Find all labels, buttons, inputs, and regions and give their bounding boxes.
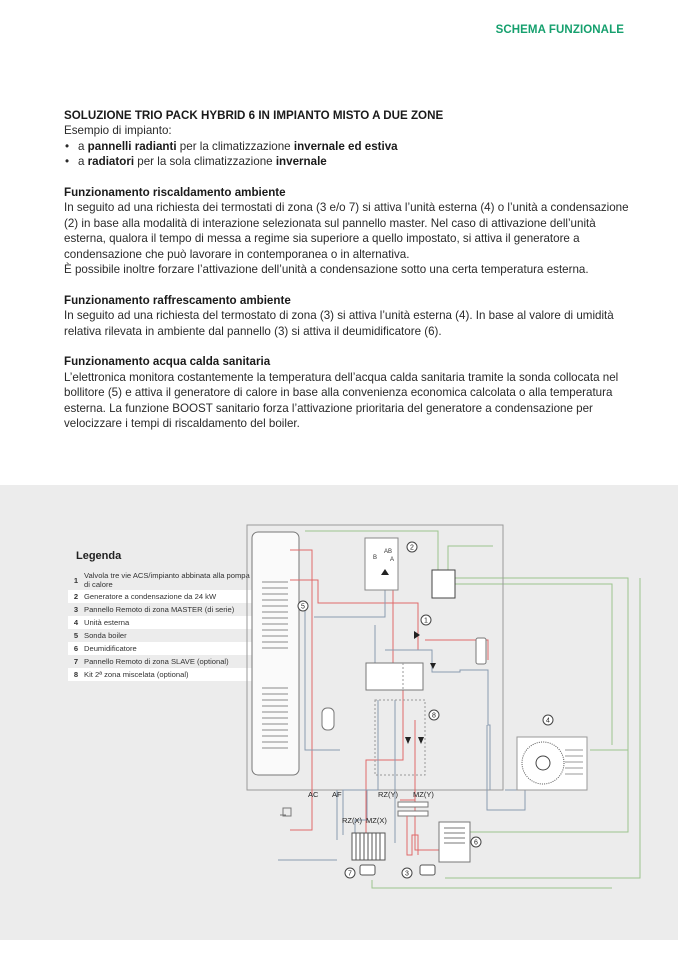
- bullet-item: • a pannelli radianti per la climatizzazione invernale ed estiva: [64, 139, 634, 154]
- section-body: L’elettronica monitora costantemente la temperatura dell’acqua calda sanitaria tramite la sonda collocata nel bollitore (5) e attiva il generatore di calore in base alla convenienza economica calcolata o alla temperatura esterna. La funzione BOOST sanitario forza l’attivazione prioritaria del generatore a condensazione per velocizzare i tempi di riscaldamento del boiler.: [64, 370, 619, 431]
- legend-item: 4 Unità esterna: [68, 616, 254, 629]
- section-body: In seguito ad una richiesta dei termostati di zona (3 e/o 7) si attiva l’unità esterna (4) o l’unità a condensazione (2) in base alla modalità di interazione selezionata sul pannello master. Nel caso di attivazione dell’unità esterna, qualora il tempo di messa a regime sia superiore a quello impostato, si attiva il generatore a condensazione che può lavorare in contemporanea o in alternativa.: [64, 201, 629, 261]
- valve-port-b: B: [373, 555, 378, 561]
- label-rz-y: RZ(Y): [378, 790, 398, 799]
- radiant-floor-icon: [407, 816, 418, 855]
- legend-item: 6 Deumidificatore: [68, 642, 254, 655]
- label-rz-x: RZ(X): [342, 816, 362, 825]
- control-box: [432, 570, 455, 598]
- marker-7: 7: [348, 870, 352, 878]
- label-mz-y: MZ(Y): [413, 790, 434, 799]
- marker-3: 3: [405, 870, 409, 878]
- pump-icon: [430, 663, 436, 669]
- boiler-tank: [252, 532, 299, 775]
- label-mz-x: MZ(X): [366, 816, 387, 825]
- return-pipes: [278, 590, 525, 860]
- legend-item: 3 Pannello Remoto di zona MASTER (di serie): [73, 605, 235, 614]
- section-heading: Funzionamento raffrescamento ambiente: [64, 293, 291, 307]
- mixing-kit: [375, 700, 425, 775]
- legend-item: 1 Valvola tre vie ACS/impianto abbinata alla pompa di calore: [73, 571, 250, 589]
- marker-2: 2: [410, 544, 414, 552]
- condensing-generator: [365, 538, 398, 590]
- section-heading: Funzionamento acqua calda sanitaria: [64, 355, 271, 369]
- legend-item: 5 Sonda boiler: [73, 631, 127, 640]
- remote-panel-slave-icon: [360, 865, 375, 875]
- section-heading: Funzionamento riscaldamento ambiente: [64, 186, 286, 200]
- tap-icon: [280, 808, 291, 816]
- outdoor-unit: [517, 737, 587, 790]
- expansion-vessel: [322, 708, 334, 730]
- valve-port-ab: AB: [384, 549, 393, 555]
- legend-item: 7 Pannello Remoto di zona SLAVE (optional): [73, 657, 229, 666]
- page-title: SOLUZIONE TRIO PACK HYBRID 6 IN IMPIANTO MISTO A DUE ZONE: [64, 109, 444, 122]
- legend-item: 2 Generatore a condensazione da 24 kW: [68, 590, 254, 603]
- marker-8: 8: [432, 712, 436, 720]
- hydraulic-module: [366, 663, 423, 690]
- valve-port-a: A: [390, 557, 395, 563]
- legend-item: 8 Kit 2ª zona miscelata (optional): [68, 668, 254, 681]
- plate-exchanger: [476, 638, 486, 664]
- marker-6: 6: [474, 839, 478, 847]
- remote-panel-master-icon: [420, 865, 435, 875]
- three-way-valve-icon: [414, 631, 420, 639]
- intro-subtitle: Esempio di impianto:: [64, 124, 172, 138]
- label-af: AF: [332, 790, 342, 799]
- section-body: È possibile inoltre forzare l’attivazione dell’unità a condensazione sotto una certa temperatura esterna.: [64, 263, 589, 277]
- label-ac: AC: [308, 790, 319, 799]
- legend-title: Legenda: [76, 550, 122, 562]
- manifold: [398, 802, 428, 807]
- marker-5: 5: [301, 603, 305, 611]
- marker-1: 1: [424, 617, 428, 625]
- bullet-item: • a radiatori per la sola climatizzazione invernale: [64, 154, 634, 169]
- radiator-icon: [352, 833, 385, 860]
- section-header: SCHEMA FUNZIONALE: [495, 24, 624, 36]
- marker-4: 4: [546, 717, 550, 725]
- section-body: In seguito ad una richiesta del termostato di zona (3) si attiva l’unità esterna (4). In base al valore di umidità relativa rilevata in ambiente dal pannello (3) si attiva il deumidificatore (6).: [64, 309, 614, 338]
